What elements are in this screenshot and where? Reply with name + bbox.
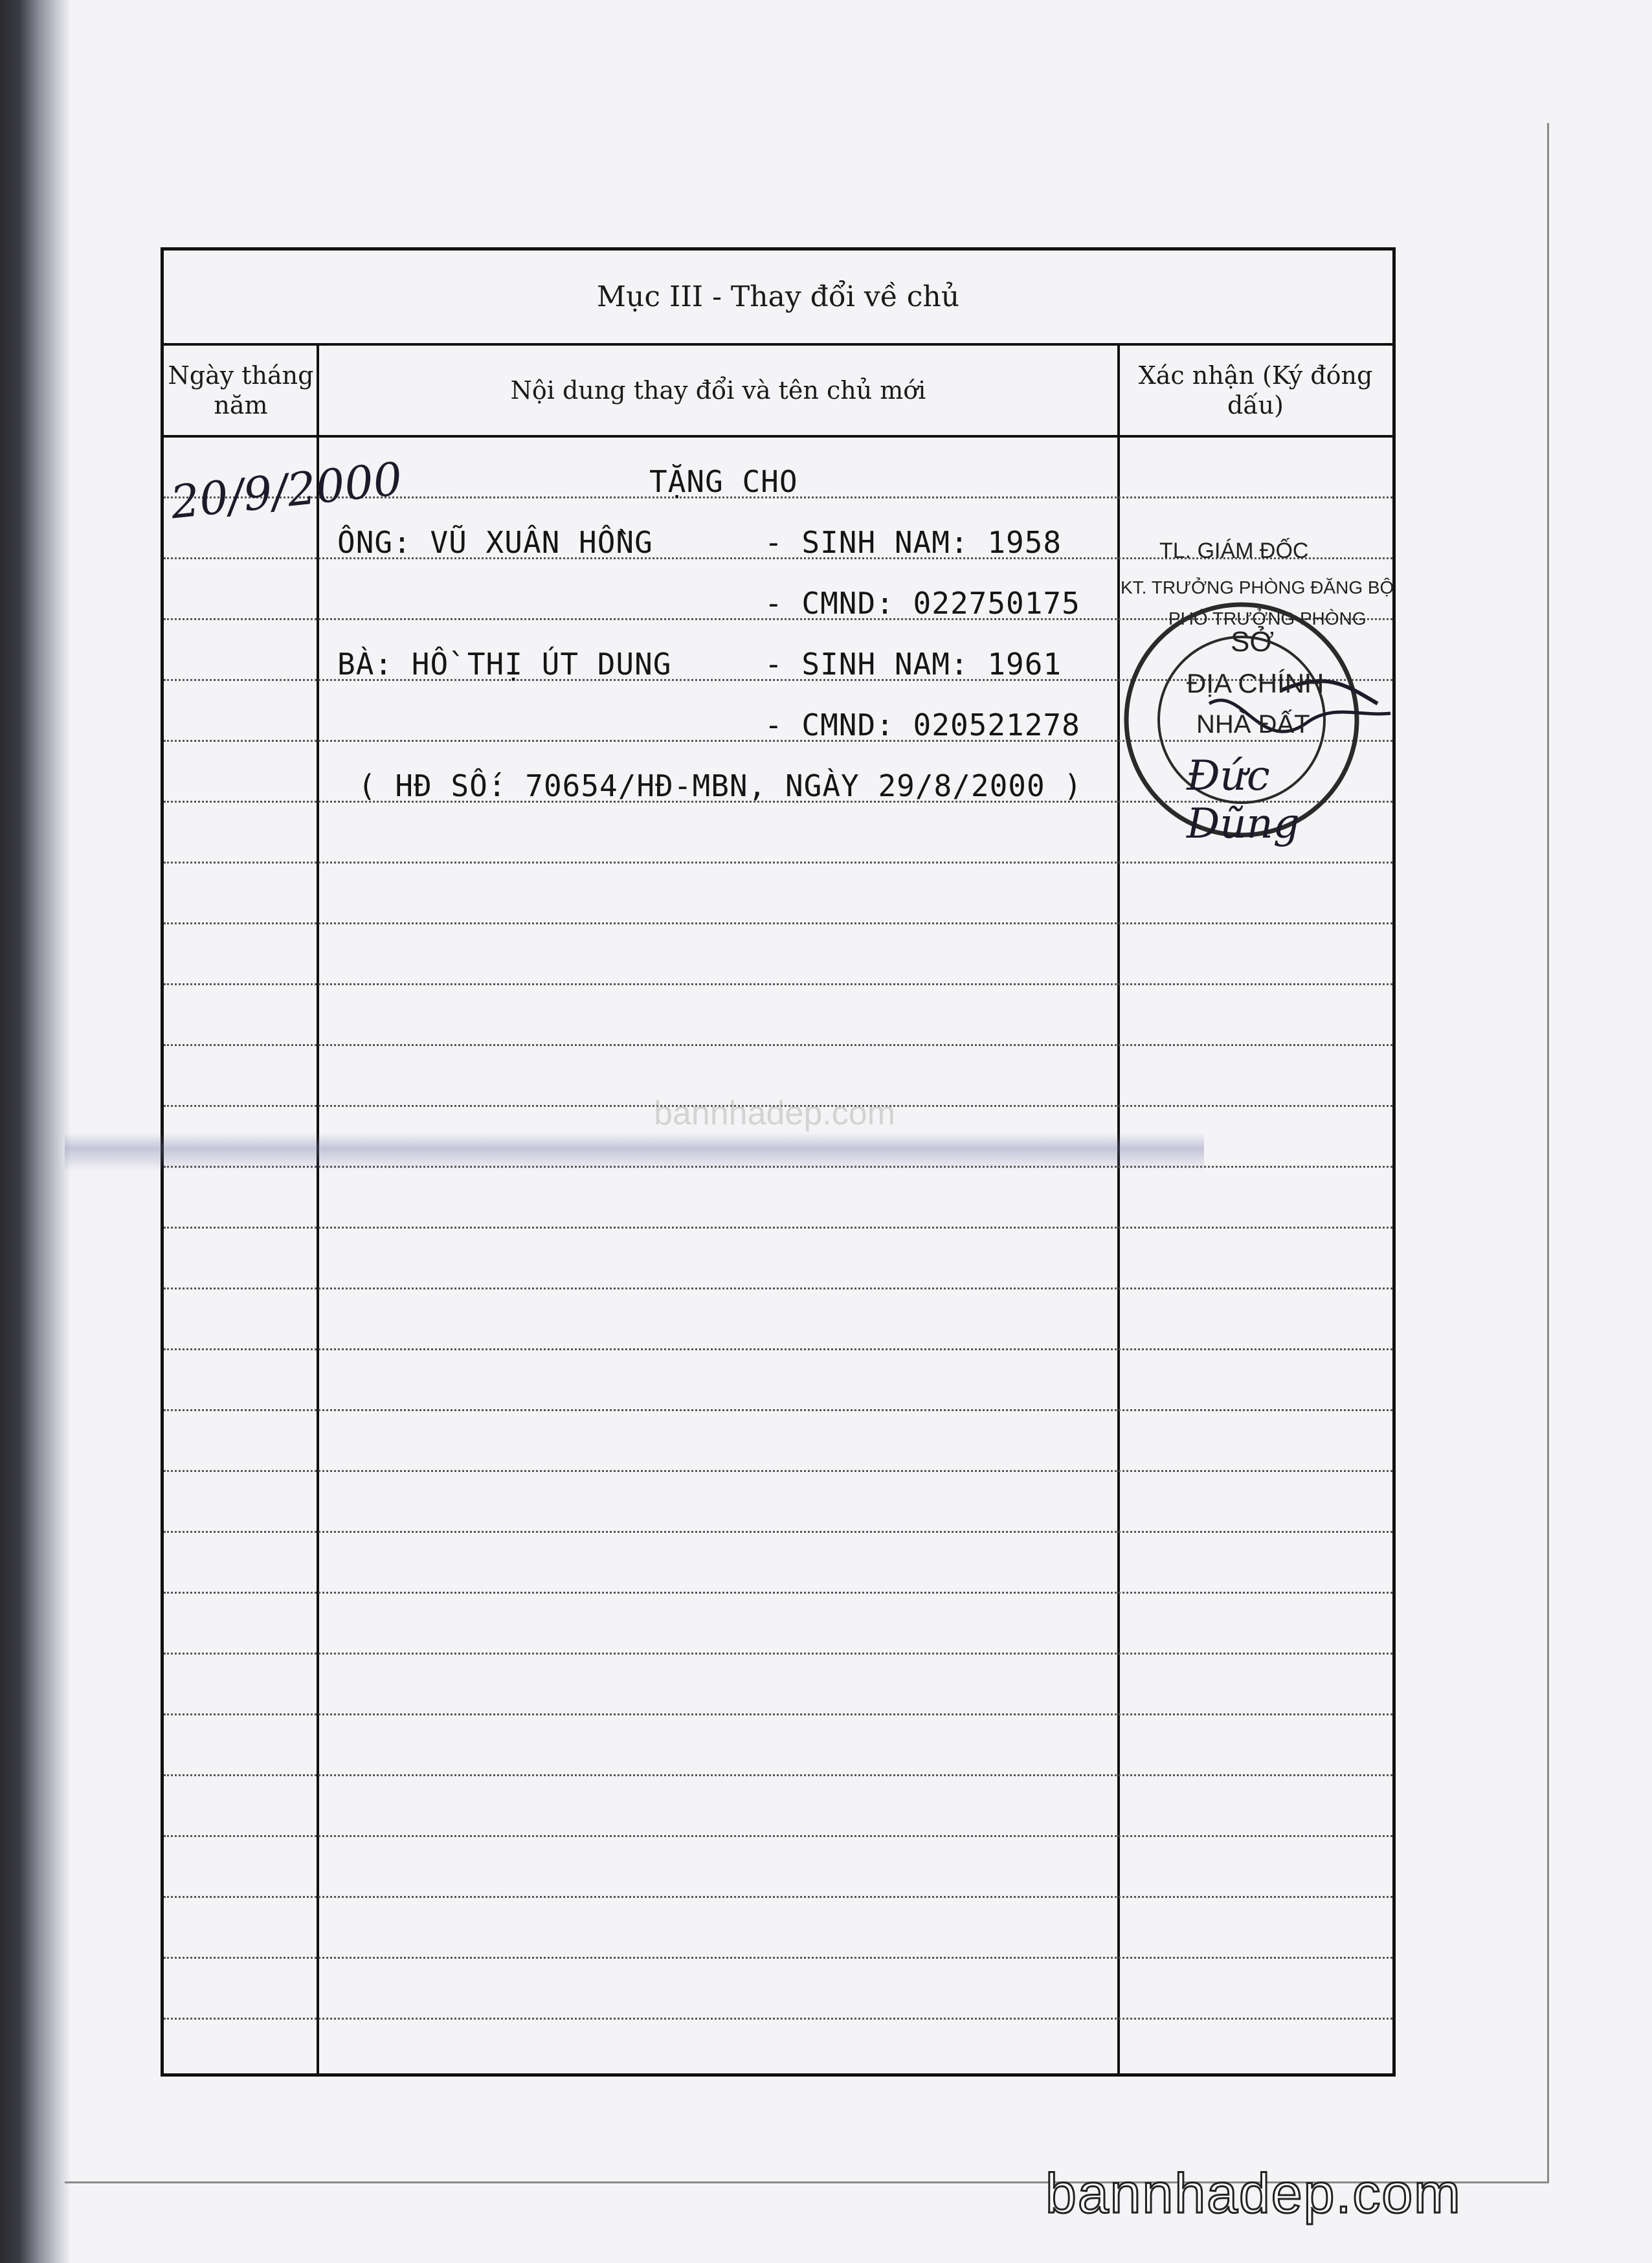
dotted-rule: [164, 1409, 1392, 1411]
dotted-rule: [164, 1592, 1392, 1594]
confirm-role: PHÓ TRƯỞNG PHÒNG: [1168, 608, 1367, 629]
watermark-center: bannhadep.com: [654, 1095, 895, 1132]
dotted-rule: [164, 1348, 1392, 1350]
owner1-id: - CMND: 022750175: [765, 586, 1080, 621]
column-divider: [317, 346, 319, 2073]
dotted-rule: [164, 1957, 1392, 1959]
dotted-rule: [164, 1044, 1392, 1046]
dotted-rule: [164, 1227, 1392, 1229]
form-title: Mục III - Thay đổi về chủ: [164, 251, 1392, 346]
column-header-confirm: Xác nhận (Ký đóng dấu): [1119, 346, 1392, 438]
paper-crease: [65, 1133, 1204, 1172]
dotted-rule: [164, 922, 1392, 924]
seal-text-line3: NHÀ ĐẤT: [1196, 710, 1310, 739]
signer-name: Đức Dũng: [1187, 752, 1300, 848]
dotted-rule: [164, 983, 1392, 985]
entry-heading: TẶNG CHO: [649, 464, 798, 499]
confirm-title: TL. GIÁM ĐỐC: [1159, 539, 1309, 563]
column-header-date: Ngày tháng năm: [164, 346, 318, 438]
owner2-id: - CMND: 020521278: [765, 708, 1080, 742]
entry-date: 20/9/2000: [168, 452, 405, 530]
owner1-birth: - SINH NAM: 1958: [765, 525, 1062, 560]
contract-reference: ( HĐ SỐ: 70654/HĐ-MBN, NGÀY 29/8/2000 ): [358, 768, 1083, 803]
dotted-rule: [164, 1531, 1392, 1533]
scan-shadow: [0, 0, 71, 2263]
owner2-birth: - SINH NAM: 1961: [765, 647, 1062, 682]
dotted-rule: [164, 1774, 1392, 1776]
seal-text-line2: ĐỊA CHÍNH: [1187, 668, 1324, 698]
seal-text-line1: SỞ: [1231, 626, 1275, 658]
watermark-footer: bannhadep.com: [1045, 2163, 1462, 2225]
column-header-content: Nội dung thay đổi và tên chủ mới: [318, 346, 1119, 438]
dotted-rule: [164, 862, 1392, 864]
dotted-rule: [164, 2018, 1392, 2020]
dotted-rule: [164, 1835, 1392, 1837]
dotted-rule: [164, 1896, 1392, 1898]
dotted-rule: [164, 1288, 1392, 1289]
owner2-name: BÀ: HỒ THỊ ÚT DUNG: [337, 647, 672, 682]
dotted-rule: [164, 1653, 1392, 1655]
confirm-dept: KT. TRƯỞNG PHÒNG ĐĂNG BỘ: [1121, 577, 1394, 597]
dotted-rule: [164, 1713, 1392, 1715]
dotted-rule: [164, 1470, 1392, 1472]
owner1-name: ÔNG: VŨ XUÂN HỒNG: [337, 525, 653, 560]
